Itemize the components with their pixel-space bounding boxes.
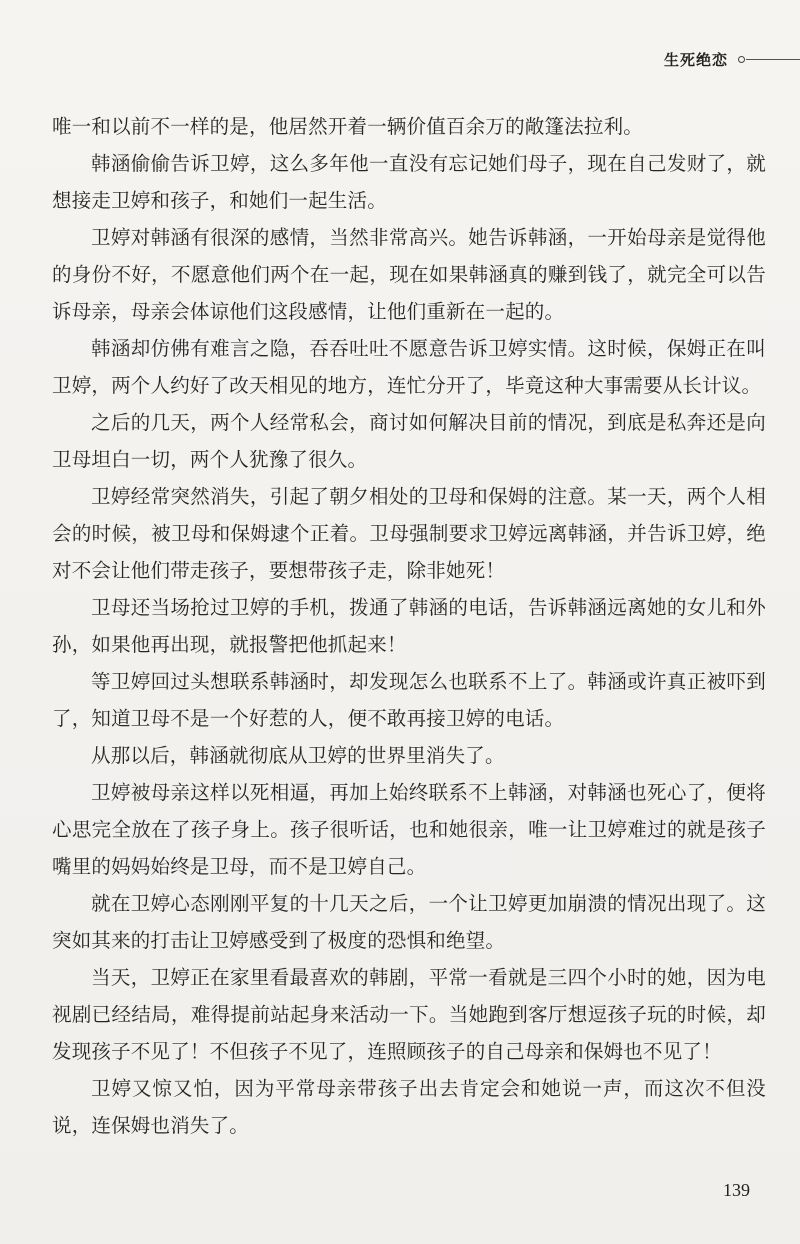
paragraph-2: 韩涵偷偷告诉卫婷，这么多年他一直没有忘记她们母子，现在自己发财了，就想接走卫婷和孩子，和她们一起生活。 xyxy=(52,152,766,212)
running-title: 生死绝恋 xyxy=(664,51,729,69)
paragraph-1: 唯一和以前不一样的是，他居然开着一辆价值百余万的敞篷法拉利。 xyxy=(52,115,644,138)
paragraph-6: 卫婷经常突然消失，引起了朝夕相处的卫母和保姆的注意。某一天，两个人相会的时候，被卫母和保姆逮个正着。卫母强制要求卫婷远离韩涵，并告诉卫婷，绝对不会让他们带走孩子，要想带孩子走，除非她死！ xyxy=(52,485,766,582)
paragraph-7: 卫母还当场抢过卫婷的手机，拨通了韩涵的电话，告诉韩涵远离她的女儿和外孙，如果他再出现，就报警把他抓起来！ xyxy=(52,596,766,656)
paragraph-5: 之后的几天，两个人经常私会，商讨如何解决目前的情况，到底是私奔还是向卫母坦白一切，两个人犹豫了很久。 xyxy=(52,411,766,471)
header-ornament-circle-icon xyxy=(738,56,745,63)
header-rule xyxy=(746,59,800,60)
body-text xyxy=(52,108,766,1144)
paragraph-3: 卫婷对韩涵有很深的感情，当然非常高兴。她告诉韩涵，一开始母亲是觉得他的身份不好，不愿意他们两个在一起，现在如果韩涵真的赚到钱了，就完全可以告诉母亲，母亲会体谅他们这段感情，让他们重新在一起的。 xyxy=(52,226,766,323)
paragraph-8: 等卫婷回过头想联系韩涵时，却发现怎么也联系不上了。韩涵或许真正被吓到了，知道卫母不是一个好惹的人，便不敢再接卫婷的电话。 xyxy=(52,670,766,730)
paragraph-13: 卫婷又惊又怕，因为平常母亲带孩子出去肯定会和她说一声，而这次不但没说，连保姆也消失了。 xyxy=(52,1077,766,1137)
paragraph-9: 从那以后，韩涵就彻底从卫婷的世界里消失了。 xyxy=(91,744,505,767)
paragraph-11: 就在卫婷心态刚刚平复的十几天之后，一个让卫婷更加崩溃的情况出现了。这突如其来的打击让卫婷感受到了极度的恐惧和绝望。 xyxy=(52,892,766,952)
paragraph-4: 韩涵却仿佛有难言之隐，吞吞吐吐不愿意告诉卫婷实情。这时候，保姆正在叫卫婷，两个人约好了改天相见的地方，连忙分开了，毕竟这种大事需要从长计议。 xyxy=(52,337,766,397)
paragraph-12: 当天，卫婷正在家里看最喜欢的韩剧，平常一看就是三四个小时的她，因为电视剧已经结局，难得提前站起身来活动一下。当她跑到客厅想逗孩子玩的时候，却发现孩子不见了！不但孩子不见了，连照顾孩子的自己母亲和保姆也不见了！ xyxy=(52,966,766,1063)
running-header xyxy=(600,49,800,73)
paragraph-10: 卫婷被母亲这样以死相逼，再加上始终联系不上韩涵，对韩涵也死心了，便将心思完全放在了孩子身上。孩子很听话，也和她很亲，唯一让卫婷难过的就是孩子嘴里的妈妈始终是卫母，而不是卫婷自己。 xyxy=(52,781,766,878)
page-number: 139 xyxy=(723,1180,750,1200)
